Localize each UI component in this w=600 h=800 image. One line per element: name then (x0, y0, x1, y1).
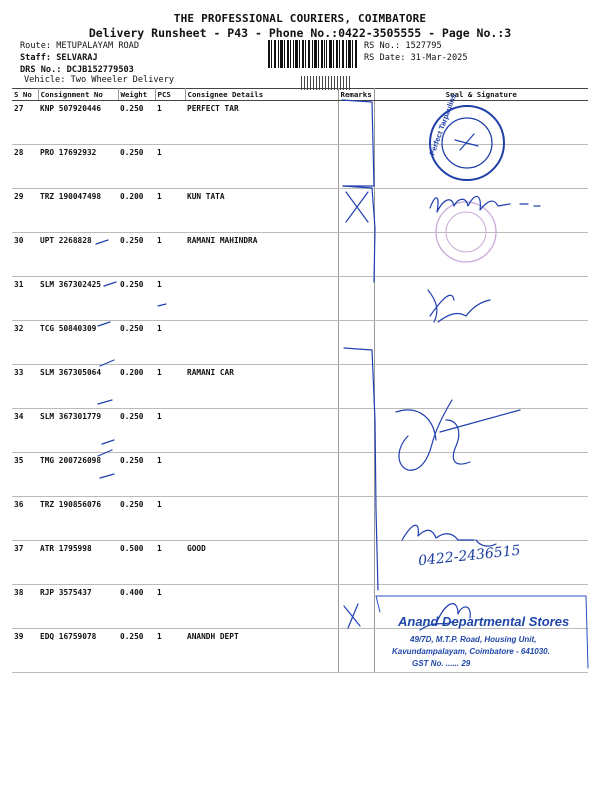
cell-consignee (185, 497, 338, 541)
cell-consignee: ANANDH DEPT (185, 629, 338, 673)
cell-pcs: 1 (155, 101, 185, 145)
cell-weight: 0.250 (118, 453, 155, 497)
cell-sno: 37 (12, 541, 38, 585)
table-row (12, 145, 588, 189)
company-title: THE PROFESSIONAL COURIERS, COIMBATORE (173, 12, 427, 25)
col-consignment: Consignment No (38, 89, 118, 101)
table-row (12, 321, 588, 365)
cell-sno: 27 (12, 101, 38, 145)
cell-consignee (185, 321, 338, 365)
col-weight: Weight (118, 89, 155, 101)
cell-consignee (185, 145, 338, 189)
rs-no-line (364, 41, 442, 51)
cell-sno: 29 (12, 189, 38, 233)
rs-no-label: RS No.: (364, 41, 401, 51)
cell-remarks (338, 101, 374, 145)
cell-pcs: 1 (155, 277, 185, 321)
cell-consignment: SLM 367301779 (38, 409, 118, 453)
cell-signature (374, 365, 588, 409)
cell-signature (374, 277, 588, 321)
cell-pcs: 1 (155, 233, 185, 277)
cell-sno: 31 (12, 277, 38, 321)
cell-consignment: TCG 50840309 (38, 321, 118, 365)
cell-consignment: TMG 200726098 (38, 453, 118, 497)
cell-weight: 0.250 (118, 409, 155, 453)
cell-consignment: EDQ 16759078 (38, 629, 118, 673)
cell-pcs: 1 (155, 497, 185, 541)
cell-sno: 39 (12, 629, 38, 673)
drs-value: DCJB152779503 (66, 65, 134, 75)
route-label: Route: (20, 41, 52, 51)
cell-consignee: RAMANI MAHINDRA (185, 233, 338, 277)
cell-pcs: 1 (155, 189, 185, 233)
cell-sno: 34 (12, 409, 38, 453)
cell-weight: 0.200 (118, 365, 155, 409)
drs-label: DRS No.: (20, 65, 62, 75)
table-row (12, 233, 588, 277)
rs-date-label: RS Date: (364, 53, 406, 63)
cell-remarks (338, 541, 374, 585)
cell-consignment: SLM 367302425 (38, 277, 118, 321)
vehicle-value: Two Wheeler Delivery (70, 75, 175, 85)
cell-signature (374, 321, 588, 365)
table-row (12, 409, 588, 453)
store-stamp-line1: 49/7D, M.T.P. Road, Housing Unit, (410, 635, 537, 644)
staff-label: Staff: (20, 53, 52, 63)
cell-consignee: KUN TATA (185, 189, 338, 233)
cell-remarks (338, 585, 374, 629)
cell-consignee (185, 453, 338, 497)
cell-consignment: ATR 1795998 (38, 541, 118, 585)
cell-weight: 0.250 (118, 101, 155, 145)
cell-weight: 0.250 (118, 233, 155, 277)
cell-pcs: 1 (155, 453, 185, 497)
runsheet-table (12, 88, 588, 673)
col-seal: Seal & Signature (374, 89, 588, 101)
cell-consignee (185, 585, 338, 629)
cell-pcs: 1 (155, 541, 185, 585)
staff-value: SELVARAJ (56, 53, 98, 63)
col-consignee: Consignee Details (185, 89, 338, 101)
table-row (12, 497, 588, 541)
rs-date-line (364, 53, 468, 63)
cell-sno: 32 (12, 321, 38, 365)
col-sno: S No (12, 89, 38, 101)
cell-consignee: GOOD (185, 541, 338, 585)
barcode-main (268, 40, 358, 68)
cell-weight: 0.250 (118, 497, 155, 541)
cell-sno: 38 (12, 585, 38, 629)
cell-remarks (338, 321, 374, 365)
store-stamp-line3: GST No. ...... 29 (412, 659, 471, 668)
rs-no-value: 1527795 (405, 41, 442, 51)
cell-pcs: 1 (155, 409, 185, 453)
table-row (12, 453, 588, 497)
table-row (12, 365, 588, 409)
cell-weight: 0.400 (118, 585, 155, 629)
cell-sno: 35 (12, 453, 38, 497)
route-line (20, 41, 139, 51)
cell-pcs: 1 (155, 321, 185, 365)
cell-sno: 33 (12, 365, 38, 409)
cell-sno: 30 (12, 233, 38, 277)
cell-remarks (338, 629, 374, 673)
cell-pcs: 1 (155, 365, 185, 409)
cell-consignee (185, 409, 338, 453)
cell-remarks (338, 233, 374, 277)
drs-line (20, 65, 134, 75)
cell-pcs: 1 (155, 629, 185, 673)
table-row (12, 277, 588, 321)
cell-signature (374, 453, 588, 497)
cell-signature (374, 497, 588, 541)
cell-remarks (338, 145, 374, 189)
cell-signature (374, 409, 588, 453)
col-pcs: PCS (155, 89, 185, 101)
vehicle-label: Vehicle: (24, 75, 66, 85)
cell-pcs: 1 (155, 145, 185, 189)
cell-signature (374, 189, 588, 233)
cell-consignee: PERFECT TAR (185, 101, 338, 145)
cell-remarks (338, 277, 374, 321)
runsheet-subtitle: Delivery Runsheet - P43 - Phone No.:0422-3505555 - Page No.:3 (88, 26, 512, 40)
cell-consignment: TRZ 190047498 (38, 189, 118, 233)
cell-signature (374, 145, 588, 189)
cell-consignment: TRZ 190856076 (38, 497, 118, 541)
cell-remarks (338, 409, 374, 453)
cell-consignment: KNP 507920446 (38, 101, 118, 145)
handwritten-phone: 0422-2436515 (417, 542, 522, 570)
staff-line (20, 53, 98, 63)
cell-sno: 36 (12, 497, 38, 541)
cell-weight: 0.500 (118, 541, 155, 585)
cell-weight: 0.250 (118, 145, 155, 189)
cell-pcs: 1 (155, 585, 185, 629)
table-row (12, 101, 588, 145)
cell-weight: 0.250 (118, 277, 155, 321)
table-row (12, 189, 588, 233)
route-value: METUPALAYAM ROAD (56, 41, 140, 51)
cell-remarks (338, 453, 374, 497)
rs-date-value: 31-Mar-2025 (410, 53, 468, 63)
cell-weight: 0.200 (118, 189, 155, 233)
cell-consignment: PRO 17692932 (38, 145, 118, 189)
cell-sno: 28 (12, 145, 38, 189)
cell-signature (374, 233, 588, 277)
cell-consignment: RJP 3575437 (38, 585, 118, 629)
cell-consignee (185, 277, 338, 321)
store-stamp-name: Anand Departmental Stores (398, 614, 570, 629)
seal-text: Perfect Tarpaulins (427, 92, 459, 157)
cell-remarks (338, 189, 374, 233)
cell-remarks (338, 365, 374, 409)
cell-consignment: UPT 2268828 (38, 233, 118, 277)
cell-consignee: RAMANI CAR (185, 365, 338, 409)
cell-weight: 0.250 (118, 629, 155, 673)
col-remarks: Remarks (338, 89, 374, 101)
store-stamp-line2: Kavundampalayam, Coimbatore - 641030. (392, 647, 550, 656)
vehicle-line (24, 75, 174, 85)
table-header-row (12, 89, 588, 101)
cell-weight: 0.250 (118, 321, 155, 365)
cell-signature (374, 101, 588, 145)
cell-remarks (338, 497, 374, 541)
cell-consignment: SLM 367305064 (38, 365, 118, 409)
